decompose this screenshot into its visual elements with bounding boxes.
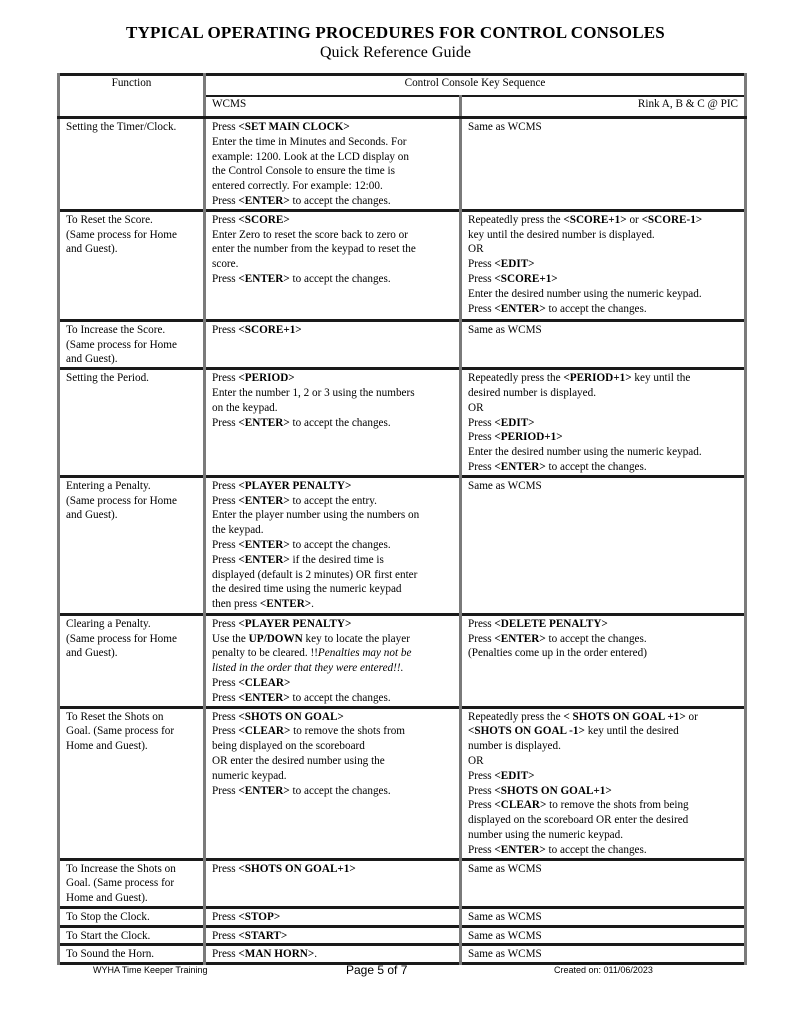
page-title: TYPICAL OPERATING PROCEDURES FOR CONTROL CONSOLES [126,23,665,42]
text-line: Same as WCMS [468,910,542,923]
text-line: Press <ENTER> to accept the changes. [468,632,647,645]
cell-function [59,945,205,964]
cell-wcms [205,926,461,945]
text-line: To Increase the Score. [66,323,166,336]
text-line: (Same process for Home [66,338,177,351]
text-line: score. [212,258,239,271]
text-line: Home and Guest). [66,740,148,753]
footer-created-date: Created on: 011/06/2023 [554,965,653,975]
text-line: Press <SHOTS ON GOAL+1> [468,784,612,797]
text-line: To Start the Clock. [66,929,151,942]
text-line: numeric keypad. [212,769,287,782]
text-line: the Control Console to ensure the time is [212,165,396,178]
text-line: Same as WCMS [468,929,542,942]
text-line: Enter the time in Minutes and Seconds. For [212,135,407,148]
text-line: <SHOTS ON GOAL -1> key until the desired [468,725,679,738]
page-subtitle: Quick Reference Guide [319,44,472,61]
text-line: Press <PERIOD+1> [468,431,563,444]
column-header-rink: Rink A, B & C @ PIC [461,96,746,118]
cell-rink [461,118,746,211]
text-line: the keypad. [212,524,264,537]
text-line: Press <ENTER> to accept the entry. [212,494,377,507]
text-line: on the keypad. [212,401,278,414]
text-line: Press <START> [212,929,288,942]
table-row [59,907,746,926]
cell-wcms [205,369,461,477]
text-line: example: 1200. Look at the LCD display on [212,150,409,163]
text-line: Press <ENTER> to accept the changes. [468,302,647,315]
cell-wcms [205,707,461,859]
cell-function [59,614,205,707]
cell-function [59,859,205,907]
table-row [59,707,746,859]
text-line: To Reset the Score. [66,213,153,226]
text-line: Goal. (Same process for [66,877,175,890]
cell-rink [461,907,746,926]
cell-wcms [205,614,461,707]
text-line: and Guest). [66,509,118,522]
text-line: Press <SHOTS ON GOAL> [212,710,344,723]
text-line: number is displayed. [468,740,561,753]
text-line: Press <SHOTS ON GOAL+1> [212,862,356,875]
text-line: Clearing a Penalty. [66,617,151,630]
text-line: penalty to be cleared. !!Penalties may not be [212,647,412,660]
text-line: Press <EDIT> [468,769,535,782]
text-line: desired number is displayed. [468,386,597,399]
text-line: Press <MAN HORN>. [212,948,318,961]
text-line: Home and Guest). [66,892,148,905]
cell-function [59,210,205,320]
cell-wcms [205,210,461,320]
text-line: Repeatedly press the < SHOTS ON GOAL +1> or [468,710,698,723]
text-line: Same as WCMS [468,862,542,875]
cell-function [59,320,205,368]
text-line: Press <SCORE> [212,213,290,226]
cell-wcms [205,907,461,926]
cell-rink [461,945,746,964]
text-line: Press <PLAYER PENALTY> [212,617,352,630]
text-line: enter the number from the keypad to reset the [212,243,416,256]
text-line: key until the desired number is displayed. [468,228,655,241]
cell-rink [461,369,746,477]
text-line: Same as WCMS [468,323,542,336]
text-line: Press <SCORE+1> [468,272,558,285]
table-row [59,118,746,211]
text-line: Press <DELETE PENALTY> [468,617,608,630]
cell-rink [461,210,746,320]
table-row [59,614,746,707]
text-line: Press <CLEAR> [212,676,291,689]
text-line: entered correctly. For example: 12:00. [212,180,383,193]
text-line: number using the numeric keypad. [468,828,624,841]
column-header-wcms: WCMS [205,96,461,118]
text-line: To Reset the Shots on [66,710,164,723]
table-row [59,945,746,964]
text-line: Enter the player number using the numbers on [212,509,420,522]
table-row [59,859,746,907]
text-line: Same as WCMS [468,121,542,133]
text-line: (Penalties come up in the order entered) [468,647,647,660]
text-line: Entering a Penalty. [66,479,151,492]
text-line: and Guest). [66,243,118,256]
text-line: OR [468,754,484,767]
text-line: Press <STOP> [212,910,281,923]
procedures-table [57,73,747,965]
text-line: (Same process for Home [66,494,177,507]
text-line: Goal. (Same process for [66,725,175,738]
text-line: Enter the desired number using the numeric keypad. [468,446,702,459]
text-line: the desired time using the numeric keypad [212,583,402,596]
table-row [59,476,746,614]
column-header-function: Function [59,75,205,118]
text-line: Press <SET MAIN CLOCK> [212,121,350,133]
text-line: To Increase the Shots on [66,862,176,875]
text-line: Press <ENTER> to accept the changes. [468,460,647,473]
cell-function [59,907,205,926]
text-line: Same as WCMS [468,479,542,492]
text-line: Press <EDIT> [468,416,535,429]
cell-rink [461,859,746,907]
text-line: displayed (default is 2 minutes) OR first enter [212,568,418,581]
cell-function [59,926,205,945]
text-line: Setting the Timer/Clock. [66,121,177,133]
text-line: Setting the Period. [66,372,149,385]
text-line: (Same process for Home [66,228,177,241]
text-line: Press <ENTER> to accept the changes. [212,416,391,429]
text-line: OR [468,243,484,256]
text-line: Press <ENTER> if the desired time is [212,553,384,566]
cell-wcms [205,320,461,368]
text-line: and Guest). [66,647,118,660]
cell-rink [461,926,746,945]
text-line: OR enter the desired number using the [212,754,385,767]
text-line: OR [468,401,484,414]
text-line: Use the UP/DOWN key to locate the player [212,632,410,645]
cell-function [59,369,205,477]
text-line: Same as WCMS [468,948,542,961]
column-header-key-sequence: Control Console Key Sequence [205,75,746,97]
text-line: Press <ENTER> to accept the changes. [212,538,391,551]
text-line: Press <ENTER> to accept the changes. [468,843,647,856]
text-line: Enter the number 1, 2 or 3 using the numbers [212,386,415,399]
text-line: Repeatedly press the <PERIOD+1> key until the [468,372,691,385]
text-line: Repeatedly press the <SCORE+1> or <SCORE-1> [468,213,703,226]
cell-wcms [205,476,461,614]
footer-left: WYHA Time Keeper Training [93,965,208,975]
text-line: Press <ENTER> to accept the changes. [212,691,391,704]
text-line: Enter Zero to reset the score back to zero or [212,228,408,241]
text-line: Enter the desired number using the numeric keypad. [468,287,702,300]
text-line: Press <CLEAR> to remove the shots from [212,725,405,738]
table-row [59,926,746,945]
cell-rink [461,476,746,614]
cell-rink [461,320,746,368]
text-line: Press <EDIT> [468,258,535,271]
text-line: (Same process for Home [66,632,177,645]
cell-rink [461,707,746,859]
cell-wcms [205,118,461,211]
footer-page-number: Page 5 of 7 [346,963,408,977]
text-line: then press <ENTER>. [212,598,314,611]
text-line: Press <ENTER> to accept the changes. [212,272,391,285]
text-line: Press <ENTER> to accept the changes. [212,784,391,797]
text-line: being displayed on the scoreboard [212,740,365,753]
cell-function [59,707,205,859]
text-line: displayed on the scoreboard OR enter the desired [468,814,689,827]
text-line: and Guest). [66,353,118,366]
text-line: To Stop the Clock. [66,910,150,923]
cell-function [59,118,205,211]
text-line: To Sound the Horn. [66,948,155,961]
text-line: listed in the order that they were entered!!. [212,662,404,675]
cell-rink [461,614,746,707]
text-line: Press <ENTER> to accept the changes. [212,194,391,207]
text-line: Press <PERIOD> [212,372,295,385]
table-row [59,369,746,477]
cell-function [59,476,205,614]
text-line: Press <CLEAR> to remove the shots from being [468,799,689,812]
table-row [59,210,746,320]
cell-wcms [205,859,461,907]
text-line: Press <PLAYER PENALTY> [212,479,352,492]
text-line: Press <SCORE+1> [212,323,302,336]
table-row [59,320,746,368]
cell-wcms [205,945,461,964]
